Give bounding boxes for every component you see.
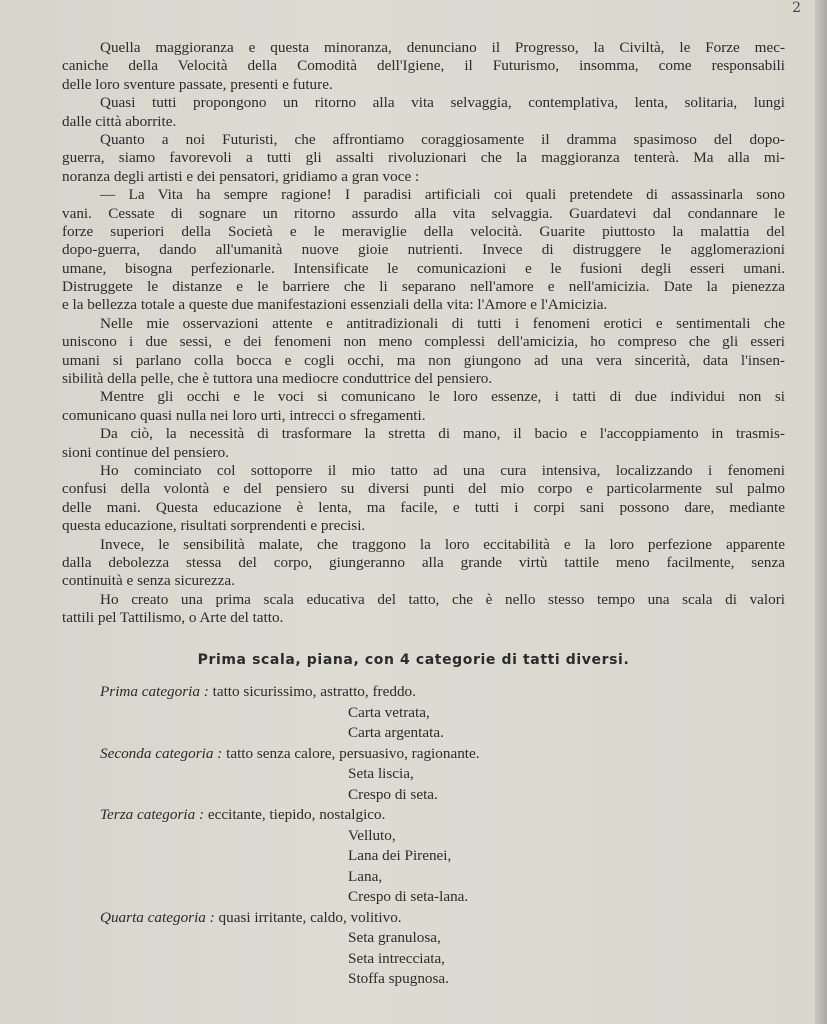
text-line: sibilità della pelle, che è tuttora una mediocre conduttrice del pensiero. (62, 370, 493, 388)
text-line: tattili pel Tattilismo, o Arte del tatto. (62, 609, 284, 627)
text-line: sioni continue del pensiero. (62, 443, 230, 461)
material-item: Stoffa spugnosa. (348, 970, 449, 987)
text-line: uniscono i due sessi, e dei fenomeni non meno complessi dell'amicizia, ho compreso che gli esseri (62, 333, 785, 351)
text-line: comunicano quasi nulla nei loro urti, intrecci o sfregamenti. (62, 406, 426, 424)
text-line: Mentre gli occhi e le voci si comunicano le loro essenze, i tatti di due individui non si (100, 388, 785, 406)
category-label: Seconda categoria : (100, 744, 223, 762)
paragraph (62, 39, 785, 94)
material-item: Crespo di seta-lana. (348, 888, 469, 905)
paragraph (62, 315, 785, 389)
category (100, 805, 480, 908)
category-description: quasi irritante, caldo, volitivo. (214, 908, 402, 926)
page-corner-mark: 2 (792, 0, 801, 16)
material-item: Crespo di seta. (348, 785, 438, 803)
category-description: eccitante, tiepido, nostalgico. (204, 806, 386, 823)
text-line: Quella maggioranza e questa minoranza, denunciano il Progresso, la Civiltà, le Forze mec- (100, 39, 785, 56)
section-heading: Prima scala, piana, con 4 categorie di tatti diversi. (197, 652, 630, 668)
material-item: Lana dei Pirenei, (348, 847, 452, 864)
text-line: questa educazione, risultati sorprendenti e precisi. (62, 517, 366, 535)
text-line: dopo-guerra, dando all'umanità nuove gioie nutrienti. Invece di distruggere le agglomerazioni (62, 241, 785, 259)
category-description: tatto sicurissimo, astratto, freddo. (208, 683, 416, 700)
category (100, 682, 480, 744)
material-item: Carta vetrata, (348, 703, 430, 721)
paragraph (62, 425, 785, 462)
material-item: Lana, (348, 867, 383, 885)
text-line: e la bellezza totale a queste due manifestazioni essenziali della vita: l'Amore e l'Amicizia. (62, 296, 608, 314)
page-edge (815, 0, 827, 1024)
text-line: Nelle mie osservazioni attente e antitradizionali di tutti i fenomeni erotici e sentimentali che (100, 314, 785, 332)
category-row (100, 908, 480, 929)
text-line: Quasi tutti propongono un ritorno alla vita selvaggia, contemplativa, lenta, solitaria, lungi (100, 94, 785, 112)
text-line: delle loro sventure passate, presenti e future. (62, 75, 333, 93)
text-line: forze superiori della Società e le meraviglie della velocità. Guarite piuttosto la malattia del (62, 222, 785, 240)
text-line: caniche della Velocità della Comodità dell'Igiene, il Futurismo, insomma, come responsabili (62, 57, 785, 75)
material-item: Velluto, (348, 826, 396, 844)
text-line: noranza degli artisti e dei pensatori, gridiamo a gran voce : (62, 167, 420, 185)
paragraph (62, 388, 785, 425)
category (100, 908, 480, 990)
text-line: — La Vita ha sempre ragione! I paradisi artificiali coi quali pretendete di assassinarla sono (100, 186, 785, 204)
paragraph (62, 186, 785, 315)
text-line: confusi della volontà e del pensiero su diversi punti del mio corpo e particolarmente sul palmo (62, 480, 785, 498)
material-item: Carta argentata. (348, 724, 444, 741)
paragraph (62, 591, 785, 628)
tactile-scale-list (100, 682, 480, 990)
text-line: Ho creato una prima scala educativa del tatto, che è nello stesso tempo una scala di valori (100, 590, 785, 608)
text-line: Invece, le sensibilità malate, che traggono la loro eccitabilità e la loro perfezione apparente (100, 535, 785, 553)
text-line: delle mani. Questa educazione è lenta, ma facile, e tutti i corpi sani possono dare, mediante (62, 498, 785, 516)
text-line: guerra, siamo favorevoli a tutti gli assalti rivoluzionari che la maggioranza tenterà. Ma alla mi- (62, 149, 785, 167)
category-label: Prima categoria : (100, 683, 209, 700)
text-line: Quanto a noi Futuristi, che affrontiamo coraggiosamente il dramma spasimoso del dopo- (100, 130, 785, 148)
text-line: Da ciò, la necessità di trasformare la stretta di mano, il bacio e l'accoppiamento in trasmis- (100, 425, 785, 443)
paragraph (62, 94, 785, 131)
text-line: Ho cominciato col sottoporre il mio tatto ad una cura intensiva, localizzando i fenomeni (100, 461, 785, 479)
material-item: Seta granulosa, (348, 929, 441, 946)
text-line: dalle città aborrite. (62, 112, 177, 130)
body-text (62, 39, 785, 628)
text-line: vani. Cessate di sognare un ritorno assurdo alla vita selvaggia. Guardatevi dal condannare le (62, 204, 785, 222)
category-description: tatto senza calore, persuasivo, ragionante. (222, 744, 480, 762)
category-label: Quarta categoria : (100, 908, 215, 926)
paragraph (62, 131, 785, 186)
text-line: continuità e senza sicurezza. (62, 572, 235, 590)
text-line: Distruggete le distanze e le barriere che li separano nell'amore e nell'amicizia. Date la pienezza (62, 278, 785, 296)
text-line: umani si parlano colla bocca e cogli occhi, ma non giungono ad una vera sincerità, data l'insen- (62, 351, 785, 369)
material-item: Seta intrecciata, (348, 949, 445, 967)
material-item: Seta liscia, (348, 765, 414, 782)
category-row (100, 744, 480, 765)
paragraph (62, 536, 785, 591)
paragraph (62, 462, 785, 536)
category-label: Terza categoria : (100, 806, 205, 823)
text-line: dalla debolezza stessa del corpo, giungeranno alla grande virtù tattile meno facilmente, senza (62, 553, 785, 571)
category (100, 744, 480, 806)
text-line: umane, bisogna perfezionarle. Intensificate le comunicazioni e le fusioni degli esseri umani. (62, 259, 785, 277)
category-row (100, 805, 480, 826)
category-row (100, 682, 480, 703)
